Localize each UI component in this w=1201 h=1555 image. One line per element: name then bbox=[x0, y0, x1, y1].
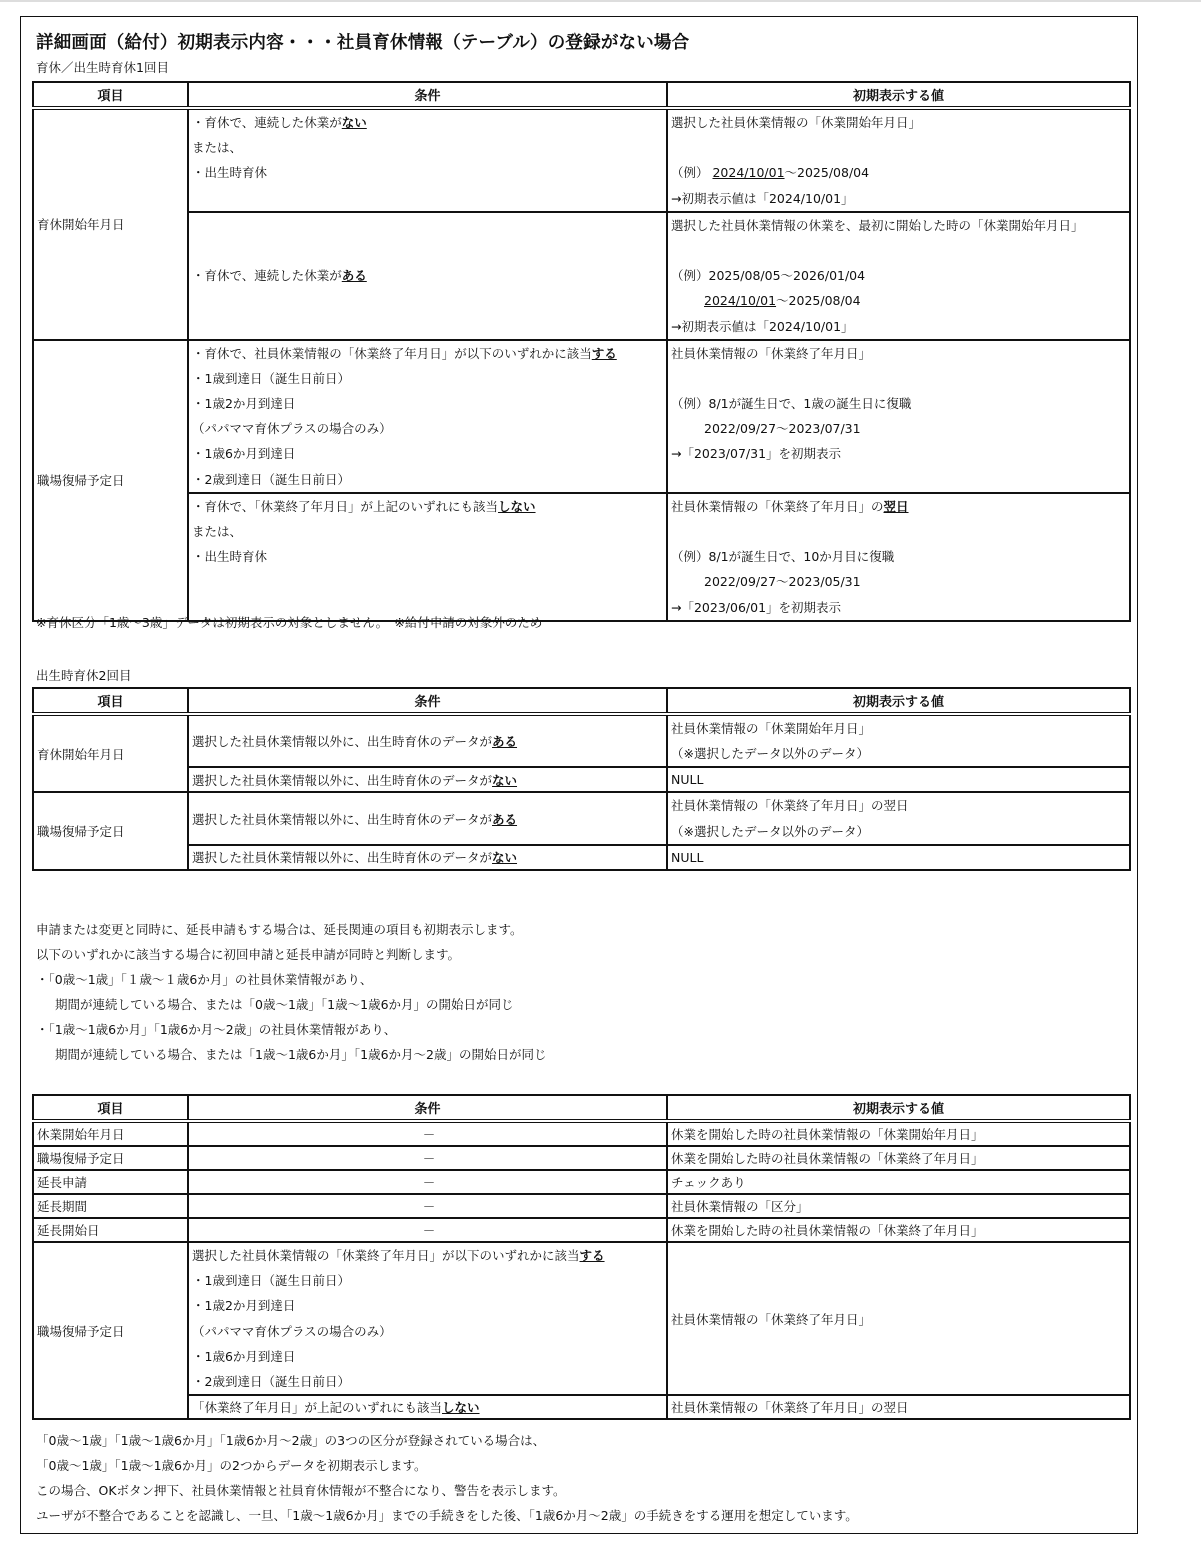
condition-text: ・1歳2か月到達日 bbox=[192, 1298, 296, 1314]
value-text: 社員休業情報の「休業終了年月日」 bbox=[671, 345, 872, 361]
section2-caption: 出生時育休2回目 bbox=[36, 668, 132, 683]
emphasis-text: する bbox=[579, 1248, 605, 1263]
value-cell: 休業を開始した時の社員休業情報の「休業終了年月日」 bbox=[667, 1218, 1130, 1242]
value-cell: NULL bbox=[667, 767, 1130, 792]
extension-note: ・「0歳～1歳」「１歳～１歳6か月」の社員休業情報があり、 bbox=[36, 972, 373, 987]
value-cell bbox=[667, 792, 1130, 844]
item-cell: 延長開始日 bbox=[33, 1218, 188, 1242]
example-date: 2024/10/01 bbox=[704, 293, 777, 309]
value-text: 社員休業情報の「休業開始年月日」 bbox=[671, 721, 872, 736]
condition-text: ・1歳6か月到達日 bbox=[192, 446, 296, 462]
condition-text: ・2歳到達日（誕生日前日） bbox=[192, 1373, 350, 1389]
value-text: 選択した社員休業情報の「休業開始年月日」 bbox=[671, 115, 922, 130]
condition-text: ・育休で、「休業終了年月日」が上記のいずれにも該当 bbox=[192, 498, 499, 514]
emphasis-text: ある bbox=[492, 734, 518, 750]
condition-text: ・出生時育休 bbox=[192, 165, 268, 181]
condition-text: ・1歳到達日（誕生日前日） bbox=[192, 370, 350, 386]
table-row bbox=[33, 792, 1130, 844]
condition-text: ・育休で、連続した休業が bbox=[192, 268, 342, 284]
emphasis-text: ある bbox=[341, 268, 367, 284]
value-cell: NULL bbox=[667, 845, 1130, 870]
condition-cell bbox=[188, 1395, 667, 1419]
condition-cell bbox=[188, 108, 667, 212]
closing-note: この場合、OKボタン押下、社員休業情報と社員育休情報が不整合になり、警告を表示します。 bbox=[36, 1483, 566, 1498]
item-cell: 育休開始年月日 bbox=[33, 108, 188, 340]
condition-text: 選択した社員休業情報以外に、出生時育休のデータが bbox=[192, 850, 493, 866]
example-date-end: ～2025/08/04 bbox=[784, 165, 870, 181]
header-value: 初期表示する値 bbox=[667, 688, 1130, 714]
value-cell bbox=[667, 340, 1130, 493]
top-divider bbox=[0, 0, 1201, 2]
extension-note: 申請または変更と同時に、延長申請もする場合は、延長関連の項目も初期表示します。 bbox=[36, 922, 523, 937]
condition-cell bbox=[188, 212, 667, 340]
condition-text: ・出生時育休 bbox=[192, 549, 268, 565]
header-item: 項目 bbox=[33, 82, 188, 108]
header-item: 項目 bbox=[33, 1095, 188, 1121]
section3-table bbox=[32, 1094, 1131, 1420]
emphasis-text: ない bbox=[341, 115, 367, 130]
closing-note: 「0歳～1歳」「1歳～1歳6か月」の2つからデータを初期表示します。 bbox=[36, 1458, 427, 1473]
value-text: →「2023/06/01」を初期表示 bbox=[671, 599, 842, 615]
item-cell: 職場復帰予定日 bbox=[33, 340, 188, 621]
emphasis-text: しない bbox=[498, 498, 536, 514]
condition-cell bbox=[188, 340, 667, 493]
example-date: 2022/09/27～2023/07/31 bbox=[704, 421, 861, 437]
condition-text: ・1歳2か月到達日 bbox=[192, 396, 296, 412]
extension-note: 期間が連続している場合、または「1歳～1歳6か月」「1歳6か月～2歳」の開始日が同じ bbox=[55, 1047, 547, 1062]
value-cell bbox=[667, 108, 1130, 212]
table-row bbox=[33, 767, 1130, 792]
condition-cell bbox=[188, 767, 667, 792]
value-note: （※選択したデータ以外のデータ） bbox=[671, 746, 869, 762]
condition-text: または、 bbox=[192, 524, 243, 539]
item-cell: 職場復帰予定日 bbox=[33, 1146, 188, 1170]
emphasis-text: しない bbox=[442, 1400, 480, 1416]
item-cell: 育休開始年月日 bbox=[33, 714, 188, 792]
value-note: （※選択したデータ以外のデータ） bbox=[671, 823, 869, 839]
table-row bbox=[33, 1194, 1130, 1218]
condition-text: または、 bbox=[192, 140, 243, 156]
table-row bbox=[33, 108, 1130, 212]
section1-table bbox=[32, 81, 1131, 622]
table-row bbox=[33, 493, 1130, 621]
condition-cell: － bbox=[188, 1121, 667, 1146]
example-date-end: ～2025/08/04 bbox=[776, 293, 861, 309]
table-row bbox=[33, 714, 1130, 767]
section1-footnote: ※育休区分「1歳～3歳」データは初期表示の対象としません。 ※給付申請の対象外のため bbox=[36, 615, 543, 630]
emphasis-text: 翌日 bbox=[883, 498, 909, 514]
condition-text: ・2歳到達日（誕生日前日） bbox=[192, 471, 350, 487]
table-row bbox=[33, 1170, 1130, 1194]
item-cell: 職場復帰予定日 bbox=[33, 792, 188, 869]
value-cell: 休業を開始した時の社員休業情報の「休業開始年月日」 bbox=[667, 1121, 1130, 1146]
header-item: 項目 bbox=[33, 688, 188, 714]
table-row bbox=[33, 845, 1130, 870]
emphasis-text: ない bbox=[492, 850, 518, 866]
example-label: （例） bbox=[671, 165, 713, 181]
condition-text: 「休業終了年月日」が上記のいずれにも該当 bbox=[192, 1400, 443, 1416]
example-date: 2022/09/27～2023/05/31 bbox=[704, 574, 861, 590]
value-cell bbox=[667, 493, 1130, 621]
value-text: 選択した社員休業情報の休業を、最初に開始した時の「休業開始年月日」 bbox=[671, 217, 1084, 233]
value-cell: 社員休業情報の「区分」 bbox=[667, 1194, 1130, 1218]
value-cell bbox=[667, 212, 1130, 340]
example-text: （例）8/1が誕生日で、10か月目に復職 bbox=[671, 549, 895, 565]
condition-text: ・育休で、連続した休業が bbox=[192, 115, 342, 130]
example-date: 2024/10/01 bbox=[712, 165, 785, 181]
condition-text: 選択した社員休業情報以外に、出生時育休のデータが bbox=[192, 734, 493, 750]
condition-cell bbox=[188, 714, 667, 767]
header-condition: 条件 bbox=[188, 688, 667, 714]
value-text: 社員休業情報の「休業終了年月日」の bbox=[671, 498, 884, 514]
closing-note: 「0歳～1歳」「1歳～1歳6か月」「1歳6か月～2歳」の3つの区分が登録されている場合は、 bbox=[36, 1433, 546, 1448]
condition-text: （パパママ育休プラスの場合のみ） bbox=[192, 1323, 392, 1339]
extension-note: 期間が連続している場合、または「0歳～1歳」「1歳～1歳6か月」の開始日が同じ bbox=[55, 997, 514, 1012]
condition-cell: － bbox=[188, 1170, 667, 1194]
header-condition: 条件 bbox=[188, 1095, 667, 1121]
table-row bbox=[33, 1395, 1130, 1419]
value-cell: 社員休業情報の「休業終了年月日」の翌日 bbox=[667, 1395, 1130, 1419]
table-row bbox=[33, 212, 1130, 340]
table-header-row bbox=[33, 82, 1130, 108]
table-row bbox=[33, 1121, 1130, 1146]
condition-text: ・1歳到達日（誕生日前日） bbox=[192, 1273, 350, 1289]
condition-cell: － bbox=[188, 1194, 667, 1218]
table-row bbox=[33, 1218, 1130, 1242]
condition-text: 選択した社員休業情報以外に、出生時育休のデータが bbox=[192, 772, 493, 788]
extension-note: 以下のいずれかに該当する場合に初回申請と延長申請が同時と判断します。 bbox=[36, 947, 461, 962]
item-cell: 延長期間 bbox=[33, 1194, 188, 1218]
example-text: （例）2025/08/05～2026/01/04 bbox=[671, 268, 866, 284]
section2-table bbox=[32, 687, 1131, 871]
condition-cell bbox=[188, 792, 667, 844]
condition-cell bbox=[188, 493, 667, 621]
header-condition: 条件 bbox=[188, 82, 667, 108]
value-text: 社員休業情報の「休業終了年月日」の翌日 bbox=[671, 798, 909, 814]
table-row bbox=[33, 1146, 1130, 1170]
condition-cell bbox=[188, 845, 667, 870]
value-cell: 休業を開始した時の社員休業情報の「休業終了年月日」 bbox=[667, 1146, 1130, 1170]
value-text: →初期表示値は「2024/10/01」 bbox=[671, 190, 854, 206]
emphasis-text: ある bbox=[492, 811, 518, 827]
value-text: →「2023/07/31」を初期表示 bbox=[671, 446, 842, 462]
condition-cell: － bbox=[188, 1146, 667, 1170]
emphasis-text: ない bbox=[492, 772, 518, 788]
item-cell: 職場復帰予定日 bbox=[33, 1242, 188, 1419]
header-value: 初期表示する値 bbox=[667, 82, 1130, 108]
condition-cell: － bbox=[188, 1218, 667, 1242]
value-text: →初期表示値は「2024/10/01」 bbox=[671, 318, 854, 334]
example-text: （例）8/1が誕生日で、1歳の誕生日に復職 bbox=[671, 396, 912, 412]
condition-text: 選択した社員休業情報の「休業終了年月日」が以下のいずれかに該当 bbox=[192, 1248, 580, 1263]
condition-cell bbox=[188, 1242, 667, 1395]
extension-note: ・「1歳～1歳6か月」「1歳6か月～2歳」の社員休業情報があり、 bbox=[36, 1022, 397, 1037]
section1-caption: 育休／出生時育休1回目 bbox=[36, 60, 169, 75]
condition-text: ・1歳6か月到達日 bbox=[192, 1348, 296, 1364]
value-cell: チェックあり bbox=[667, 1170, 1130, 1194]
table-header-row bbox=[33, 1095, 1130, 1121]
value-cell bbox=[667, 714, 1130, 767]
header-value: 初期表示する値 bbox=[667, 1095, 1130, 1121]
page-title: 詳細画面（給付）初期表示内容・・・社員育休情報（テーブル）の登録がない場合 bbox=[36, 33, 690, 53]
table-row bbox=[33, 340, 1130, 493]
item-cell: 休業開始年月日 bbox=[33, 1121, 188, 1146]
condition-text: ・育休で、社員休業情報の「休業終了年月日」が以下のいずれかに該当 bbox=[192, 345, 592, 361]
emphasis-text: する bbox=[591, 345, 617, 361]
condition-text: （パパママ育休プラスの場合のみ） bbox=[192, 421, 392, 437]
closing-note: ユーザが不整合であることを認識し、一旦、「1歳～1歳6か月」までの手続きをした後、「1歳6か月～2歳」の手続きをする運用を想定しています。 bbox=[36, 1508, 858, 1523]
condition-text: 選択した社員休業情報以外に、出生時育休のデータが bbox=[192, 811, 493, 827]
item-cell: 延長申請 bbox=[33, 1170, 188, 1194]
table-row bbox=[33, 1242, 1130, 1395]
table-header-row bbox=[33, 688, 1130, 714]
value-cell: 社員休業情報の「休業終了年月日」 bbox=[667, 1242, 1130, 1395]
